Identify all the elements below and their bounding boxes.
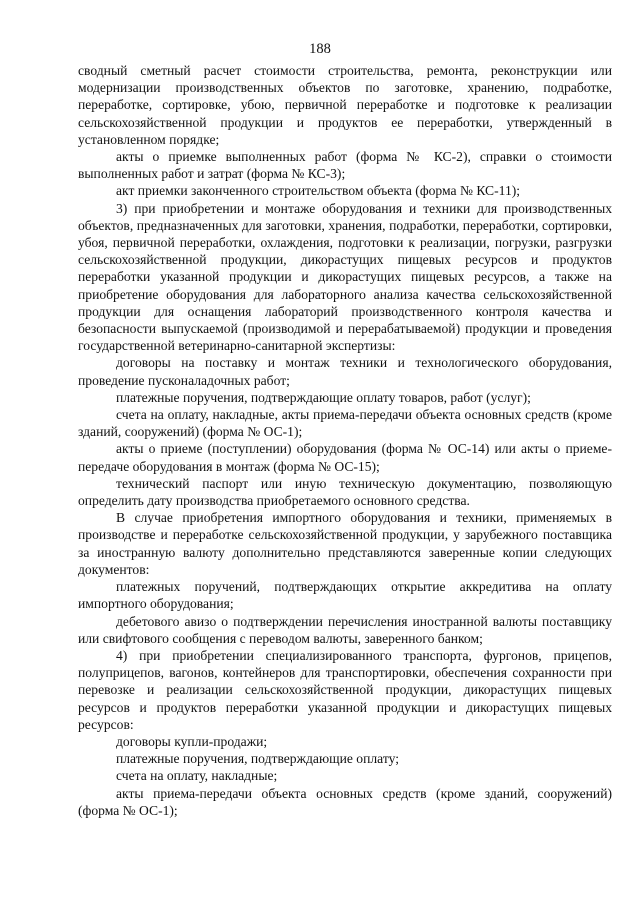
- paragraph-os14-os15: акты о приеме (поступлении) оборудования (форма № ОС-14) или акты о приеме-передаче оборудования в монтаж (форма № ОС-15);: [78, 441, 612, 474]
- paragraph-ks2-ks3: акты о приемке выполненных работ (форма № КС-2), справки о стоимости выполненных работ и затрат (форма № КС-3);: [78, 149, 612, 182]
- paragraph-summary-estimate: сводный сметный расчет стоимости строительства, ремонта, реконструкции или модернизации производственных объектов по заготовке, хранению, подработке, переработке, сортировке, убою, первичной переработке и подготовке к реализации сельскохозяйственной продукции и продуктов ее переработки, утвержденный в установленном порядке;: [78, 63, 612, 147]
- paragraph-invoices: счета на оплату, накладные;: [116, 768, 278, 784]
- paragraph-sale-contracts: договоры купли-продажи;: [116, 733, 268, 749]
- paragraph-os1-acts: акты приема-передачи объекта основных средств (кроме зданий, сооружений) (форма № ОС-1);: [78, 785, 612, 818]
- paragraph-payment-orders: платежные поручения, подтверждающие оплату;: [116, 751, 399, 767]
- paragraph-item-3: 3) при приобретении и монтаже оборудования и техники для производственных объектов, предназначенных для заготовки, хранения, подработки, переработки, сортировки, убоя, первичной переработки, охлаждения, подготовки к реализации, погрузки, разгрузки сельскохозяйственной продукции, дикорастущих пищевых ресурсов и продуктов переработки указанной продукции и дикорастущих пищевых ресурсов, а также на приобретение оборудования для лабораторного анализа качества сельскохозяйственной продукции для оснащения лабораторий производственного контроля качества и безопасности выпускаемой (производимой и перерабатываемой) продукции и проведения государственной ветеринарно-санитарной экспертизы:: [78, 200, 612, 354]
- page-number: 188: [309, 41, 331, 57]
- document-body: [78, 62, 612, 819]
- paragraph-payment-orders-goods: платежные поручения, подтверждающие оплату товаров, работ (услуг);: [116, 389, 531, 405]
- paragraph-invoices-os1: счета на оплату, накладные, акты приема-передачи объекта основных средств (кроме зданий, сооружений) (форма № ОС-1);: [78, 407, 612, 440]
- paragraph-letter-of-credit: платежных поручений, подтверждающих открытие аккредитива на оплату импортного оборудования;: [78, 579, 612, 612]
- paragraph-item-4: 4) при приобретении специализированного транспорта, фургонов, прицепов, полуприцепов, вагонов, контейнеров для транспортировки, обеспечения сохранности при перевозке и реализации сельскохозяйственной продукции, дикорастущих пищевых ресурсов и продуктов переработки указанной продукции и дикорастущих пищевых ресурсов:: [78, 647, 612, 732]
- paragraph-supply-contracts: договоры на поставку и монтаж техники и технологического оборудования, проведение пусконаладочных работ;: [78, 355, 612, 388]
- paragraph-imported-equipment: В случае приобретения импортного оборудования и техники, применяемых в производстве и переработке сельскохозяйственной продукции, у зарубежного поставщика за иностранную валюту дополнительно представляются заверенные копии следующих документов:: [78, 510, 612, 577]
- paragraph-ks11: акт приемки законченного строительством объекта (форма № КС-11);: [116, 183, 521, 199]
- paragraph-technical-passport: технический паспорт или иную техническую документацию, позволяющую определить дату производства приобретаемого основного средства.: [78, 475, 612, 509]
- paragraph-debit-advice: дебетового авизо о подтверждении перечисления иностранной валюты поставщику или свифтового сообщения с переводом валюты, заверенного банком;: [78, 613, 612, 646]
